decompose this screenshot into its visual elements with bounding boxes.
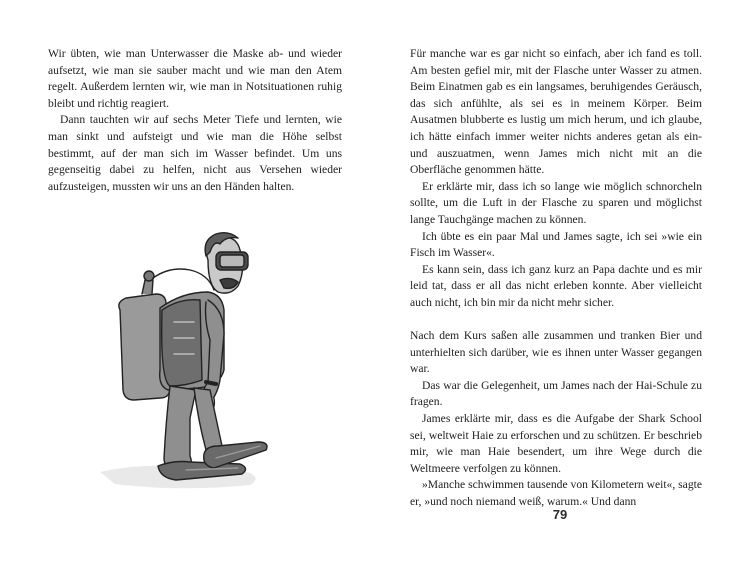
page-number: 79 [552, 507, 568, 522]
paragraph: Ich übte es ein paar Mal und James sagte, ich sei »wie ein Fisch im Wasser«. [410, 229, 702, 260]
paragraph: Es kann sein, dass ich ganz kurz an Papa dachte und es mir leid tat, dass er all das nicht erleben konnte. Aber vielleicht auch nicht, ich bin mir da nicht mehr sicher. [410, 262, 702, 309]
diver-illustration [90, 230, 290, 530]
paragraph: Er erklärte mir, dass ich so lange wie möglich schnorcheln sollte, um die Luft in der Flasche zu sparen und möglichst lange Tauchgänge machen zu können. [410, 179, 702, 226]
paragraph: James erklärte mir, dass es die Aufgabe der Shark School sei, weltweit Haie zu erforschen und zu schützen. Er beschrieb mir, wie man Haie besendert, um ihre Wege durch die Weltmeere verfolgen zu können. [410, 412, 702, 475]
paragraph: Wir übten, wie man Unterwasser die Maske ab- und wieder aufsetzt, wie man sie sauber macht und wie man den Atem regelt. Außerdem lernten wir, wie man in Notsituationen ruhig bleibt und richtig reagiert. [48, 47, 342, 110]
left-page-text [48, 46, 342, 195]
paragraph: »Manche schwimmen tausende von Kilometern weit«, sagte er, »und noch niemand weiß, warum.« Und dann [410, 478, 702, 509]
paragraph: Für manche war es gar nicht so einfach, aber ich fand es toll. Am besten gefiel mir, mit der Flasche unter Wasser zu atmen. Beim Einatmen gab es ein langsames, beruhigendes Geräusch, das sich anfühlte, als sei es in meinem Körper. Beim Ausatmen blubberte es lustig um mich herum, und ich glaube, ich hätte einfach immer weiter nichts anderes getan als ein- und auszuatmen, wenn James mich nicht mit an die Oberfläche genommen hätte. [410, 47, 702, 177]
paragraph: Das war die Gelegenheit, um James nach der Hai-Schule zu fragen. [410, 378, 702, 409]
paragraph: Nach dem Kurs saßen alle zusammen und tranken Bier und unterhielten sich darüber, wie es ihnen unter Wasser gegangen war. [410, 329, 702, 376]
right-page-text [410, 46, 702, 511]
right-page [375, 0, 750, 576]
paragraph: Dann tauchten wir auf sechs Meter Tiefe und lernten, wie man sinkt und aufsteigt und wie man die Höhe selbst bestimmt, auf der man sich im Wasser befindet. Um uns gegenseitig dabei zu helfen, nicht aus Versehen wieder aufzusteigen, mussten wir uns an den Händen halten. [48, 113, 342, 193]
